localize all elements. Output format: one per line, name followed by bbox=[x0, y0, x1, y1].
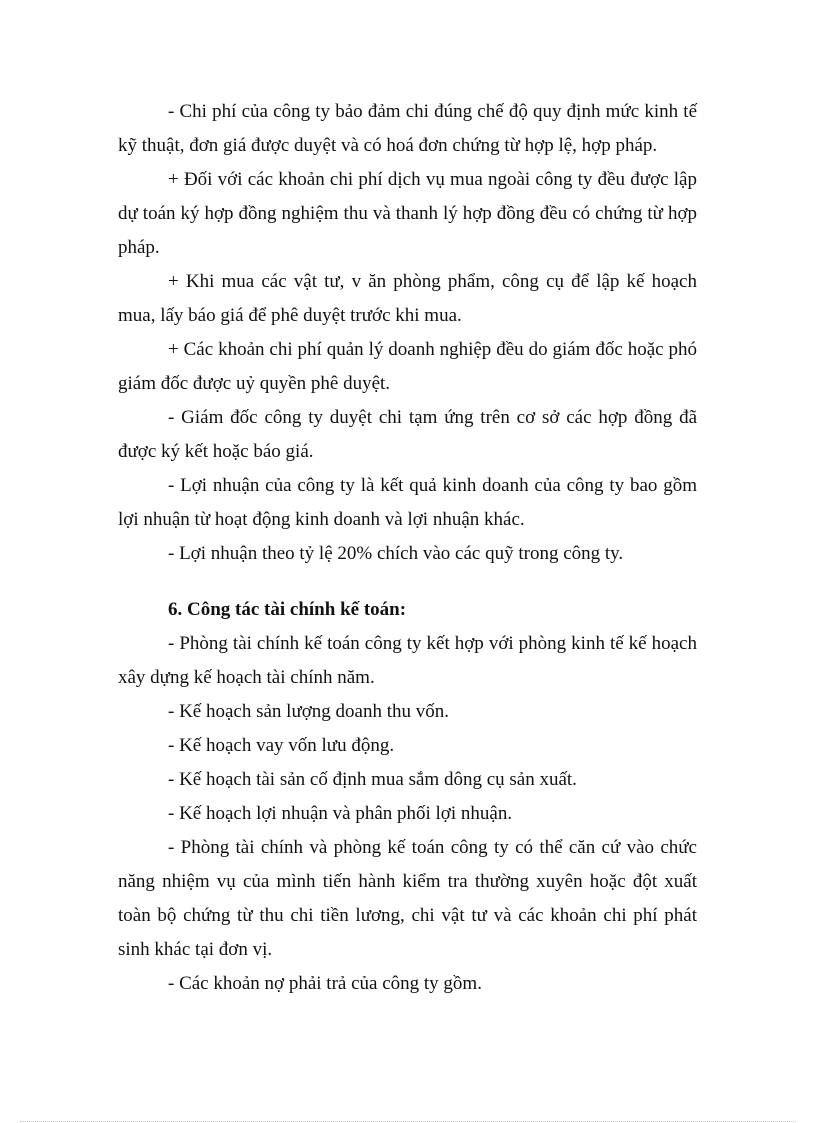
paragraph: - Kế hoạch vay vốn lưu động. bbox=[168, 735, 395, 756]
paragraph: - Lợi nhuận của công ty là kết quả kinh doanh của công ty bao gồm lợi nhuận từ hoạt động kinh doanh và lợi nhuận khác. bbox=[118, 475, 697, 530]
document-body bbox=[118, 95, 697, 1001]
paragraph: - Phòng tài chính và phòng kế toán công ty có thể căn cứ vào chức năng nhiệm vụ của mình tiến hành kiểm tra thường xuyên hoặc đột xuất toàn bộ chứng từ thu chi tiền lương, chi vật tư và các khoản chi phí phát sinh khác tại đơn vị. bbox=[118, 837, 697, 960]
section-heading: 6. Công tác tài chính kế toán: bbox=[168, 599, 407, 620]
paragraph: + Các khoản chi phí quản lý doanh nghiệp đều do giám đốc hoặc phó giám đốc được uỷ quyền phê duyệt. bbox=[118, 339, 697, 394]
paragraph: - Chi phí của công ty bảo đảm chi đúng chế độ quy định mức kinh tế kỹ thuật, đơn giá được duyệt và có hoá đơn chứng từ hợp lệ, hợp pháp. bbox=[118, 101, 697, 156]
paragraph: - Kế hoạch sản lượng doanh thu vốn. bbox=[168, 701, 450, 722]
paragraph: - Kế hoạch tài sản cố định mua sắm dông cụ sản xuất. bbox=[168, 769, 577, 790]
page-bottom-divider bbox=[20, 1121, 796, 1122]
paragraph: - Phòng tài chính kế toán công ty kết hợp với phòng kinh tế kế hoạch xây dựng kế hoạch tài chính năm. bbox=[118, 633, 697, 688]
paragraph: - Lợi nhuận theo tỷ lệ 20% chích vào các quỹ trong công ty. bbox=[168, 543, 624, 564]
paragraph: - Các khoản nợ phải trả của công ty gồm. bbox=[168, 973, 482, 994]
paragraph: - Kế hoạch lợi nhuận và phân phối lợi nhuận. bbox=[168, 803, 513, 824]
paragraph: + Khi mua các vật tư, v ăn phòng phẩm, công cụ để lập kế hoạch mua, lấy báo giá để phê duyệt trước khi mua. bbox=[118, 271, 697, 326]
paragraph: - Giám đốc công ty duyệt chi tạm ứng trên cơ sở các hợp đồng đã được ký kết hoặc báo giá. bbox=[118, 407, 697, 462]
paragraph: + Đối với các khoản chi phí dịch vụ mua ngoài công ty đều được lập dự toán ký hợp đồng nghiệm thu và thanh lý hợp đồng đều có chứng từ hợp pháp. bbox=[118, 169, 697, 258]
